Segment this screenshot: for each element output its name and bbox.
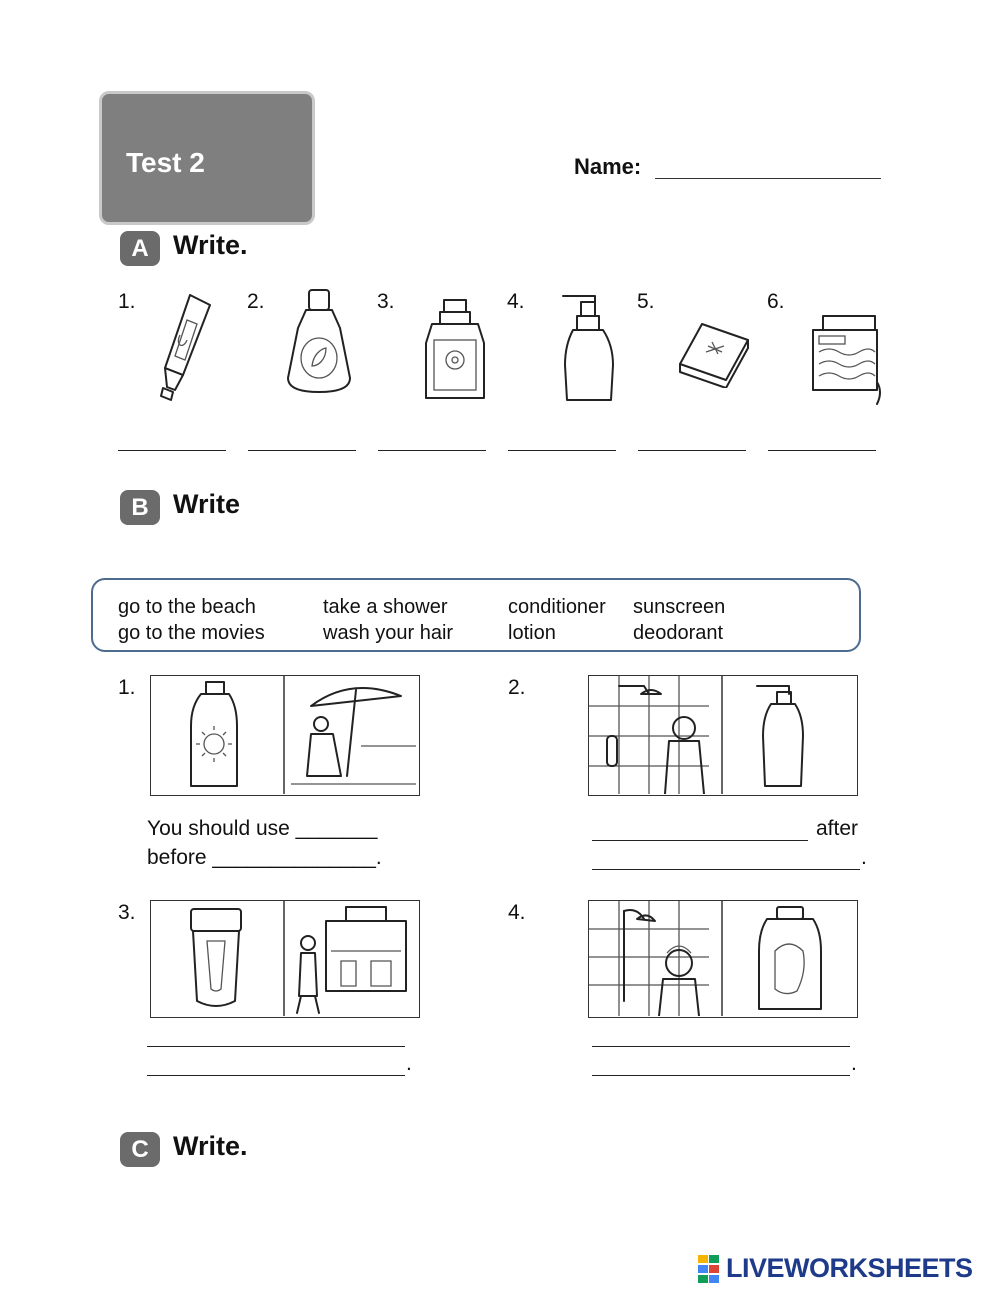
section-c-title: Write. xyxy=(173,1131,248,1161)
item-a1-number: 1. xyxy=(118,290,136,313)
word-bank-item: go to the beach xyxy=(118,596,256,618)
item-a4-number: 4. xyxy=(507,290,525,313)
section-b-badge: B xyxy=(120,490,160,525)
answer-a5-line[interactable] xyxy=(638,450,746,451)
item-b3-line-2[interactable] xyxy=(147,1075,405,1076)
item-b3-pictures xyxy=(150,900,420,1018)
perfume-icon xyxy=(420,298,490,406)
shampoo-bottle-icon xyxy=(757,686,803,786)
page-title: Test 2 xyxy=(126,147,205,178)
item-b2-pictures xyxy=(588,675,858,796)
toothpaste-icon xyxy=(145,290,215,405)
item-a3-number: 3. xyxy=(377,290,395,313)
item-a5-number: 5. xyxy=(637,290,655,313)
beach-scene-icon xyxy=(291,688,416,784)
shower-scene-icon xyxy=(589,676,709,794)
name-label: Name: xyxy=(574,154,642,179)
word-bank-item: conditioner xyxy=(508,596,606,618)
word-bank-item: sunscreen xyxy=(633,596,726,618)
logo-blocks-icon xyxy=(698,1255,720,1283)
sunscreen-icon xyxy=(191,682,237,786)
item-b3-line-1[interactable] xyxy=(147,1046,405,1047)
section-a-title: Write. xyxy=(173,230,248,260)
word-bank-item: deodorant xyxy=(633,622,724,644)
item-b2-line-2[interactable] xyxy=(592,869,860,870)
section-b-title: Write xyxy=(173,489,241,519)
item-b4-number: 4. xyxy=(508,901,526,924)
word-bank-item: go to the movies xyxy=(118,622,265,644)
logo-text: LIVEWORKSHEETS xyxy=(726,1253,973,1283)
item-b4-line-2[interactable] xyxy=(592,1075,850,1076)
item-b3-period: . xyxy=(406,1052,412,1075)
lotion-pump-icon xyxy=(555,290,617,405)
word-bank-item: lotion xyxy=(508,622,556,644)
liveworksheets-logo[interactable] xyxy=(698,1253,973,1284)
hair-washing-scene-icon xyxy=(589,901,709,1016)
item-b1-sentence-1[interactable]: You should use _______ xyxy=(147,817,378,840)
section-c-badge: C xyxy=(120,1132,160,1167)
item-b2-period: . xyxy=(861,846,867,869)
word-bank-item: wash your hair xyxy=(323,622,454,644)
item-b1-number: 1. xyxy=(118,676,136,699)
item-b1-sentence-2[interactable]: before ______________. xyxy=(147,846,382,869)
answer-a6-line[interactable] xyxy=(768,450,876,451)
answer-a4-line[interactable] xyxy=(508,450,616,451)
movie-theater-scene-icon xyxy=(297,907,406,1013)
name-input-line[interactable] xyxy=(655,178,881,179)
item-a6-number: 6. xyxy=(767,290,785,313)
mouthwash-icon xyxy=(282,288,356,398)
item-b2-sentence-1: after xyxy=(816,817,859,840)
word-bank-item: take a shower xyxy=(323,596,448,618)
item-a2-number: 2. xyxy=(247,290,265,313)
answer-a1-line[interactable] xyxy=(118,450,226,451)
item-b4-period: . xyxy=(851,1052,857,1075)
item-b1-pictures xyxy=(150,675,420,796)
deodorant-icon xyxy=(191,909,241,1006)
item-b2-number: 2. xyxy=(508,676,526,699)
conditioner-bottle-icon xyxy=(759,907,821,1009)
soap-icon xyxy=(672,318,752,388)
section-a-badge: A xyxy=(120,231,160,266)
water-flosser-icon xyxy=(805,312,883,407)
answer-a3-line[interactable] xyxy=(378,450,486,451)
item-b4-pictures xyxy=(588,900,858,1018)
item-b3-number: 3. xyxy=(118,901,136,924)
answer-a2-line[interactable] xyxy=(248,450,356,451)
item-b2-line-1[interactable] xyxy=(592,840,808,841)
item-b4-line-1[interactable] xyxy=(592,1046,850,1047)
